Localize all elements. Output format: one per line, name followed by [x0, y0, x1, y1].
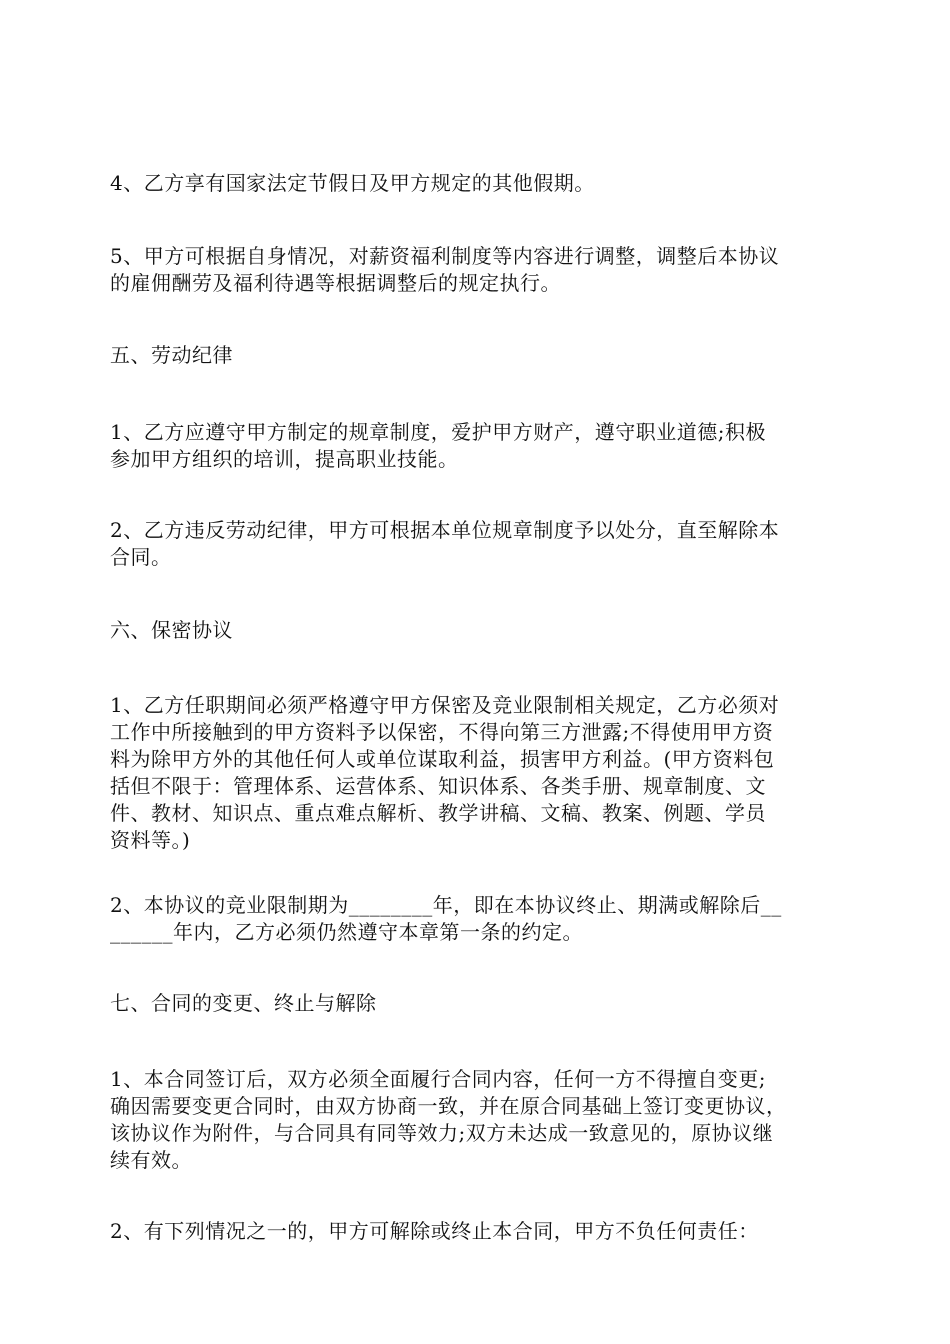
text-line: 4、乙方享有国家法定节假日及甲方规定的其他假期。: [110, 171, 595, 195]
text-line: 1、本合同签订后，双方必须全面履行合同内容，任何一方不得擅自变更;: [110, 1067, 766, 1091]
text-line: 资料等。): [110, 828, 191, 852]
text-line: 1、乙方任职期间必须严格遵守甲方保密及竞业限制相关规定，乙方必须对: [110, 693, 780, 717]
paragraph-change-1: [110, 1066, 840, 1174]
text-line: 2、乙方违反劳动纪律，甲方可根据本单位规章制度予以处分，直至解除本: [110, 518, 780, 542]
section-heading-labor-discipline: 五、劳动纪律: [110, 343, 233, 367]
text-line: 1、乙方应遵守甲方制定的规章制度，爱护甲方财产，遵守职业道德;积极: [110, 420, 766, 444]
text-line: 5、甲方可根据自身情况，对薪资福利制度等内容进行调整，调整后本协议: [110, 244, 780, 268]
text-line: 参加甲方组织的培训，提高职业技能。: [110, 447, 459, 471]
paragraph-confidentiality-1: [110, 692, 840, 854]
paragraph-discipline-2: [110, 517, 840, 571]
text-line: 括但不限于：管理体系、运营体系、知识体系、各类手册、规章制度、文: [110, 774, 766, 798]
paragraph-4-holidays: [110, 170, 840, 197]
text-line: ______年内，乙方必须仍然遵守本章第一条的约定。: [110, 920, 583, 944]
text-line: 合同。: [110, 545, 172, 569]
paragraph-discipline-1: [110, 419, 840, 473]
paragraph-5-salary-adjust: [110, 243, 840, 297]
text-line: 确因需要变更合同时，由双方协商一致，并在原合同基础上签订变更协议，: [110, 1094, 787, 1118]
text-line: 工作中所接触到的甲方资料予以保密，不得向第三方泄露;不得使用甲方资: [110, 720, 774, 744]
paragraph-change-2: [110, 1218, 840, 1245]
section-heading-contract-change: 七、合同的变更、终止与解除: [110, 991, 377, 1015]
text-line: 该协议作为附件，与合同具有同等效力;双方未达成一致意见的，原协议继: [110, 1121, 774, 1145]
paragraph-confidentiality-2: [110, 892, 840, 946]
text-line: 件、教材、知识点、重点难点解析、教学讲稿、文稿、教案、例题、学员: [110, 801, 766, 825]
text-line: 的雇佣酬劳及福利待遇等根据调整后的规定执行。: [110, 271, 561, 295]
text-line: 2、有下列情况之一的，甲方可解除或终止本合同，甲方不负任何责任：: [110, 1219, 759, 1243]
text-line: 2、本协议的竞业限制期为________年，即在本协议终止、期满或解除后__: [110, 893, 782, 917]
document-page: [110, 0, 840, 1344]
text-line: 料为除甲方外的其他任何人或单位谋取利益，损害甲方利益。(甲方资料包: [110, 747, 775, 771]
text-line: 续有效。: [110, 1148, 192, 1172]
section-heading-confidentiality: 六、保密协议: [110, 618, 233, 642]
